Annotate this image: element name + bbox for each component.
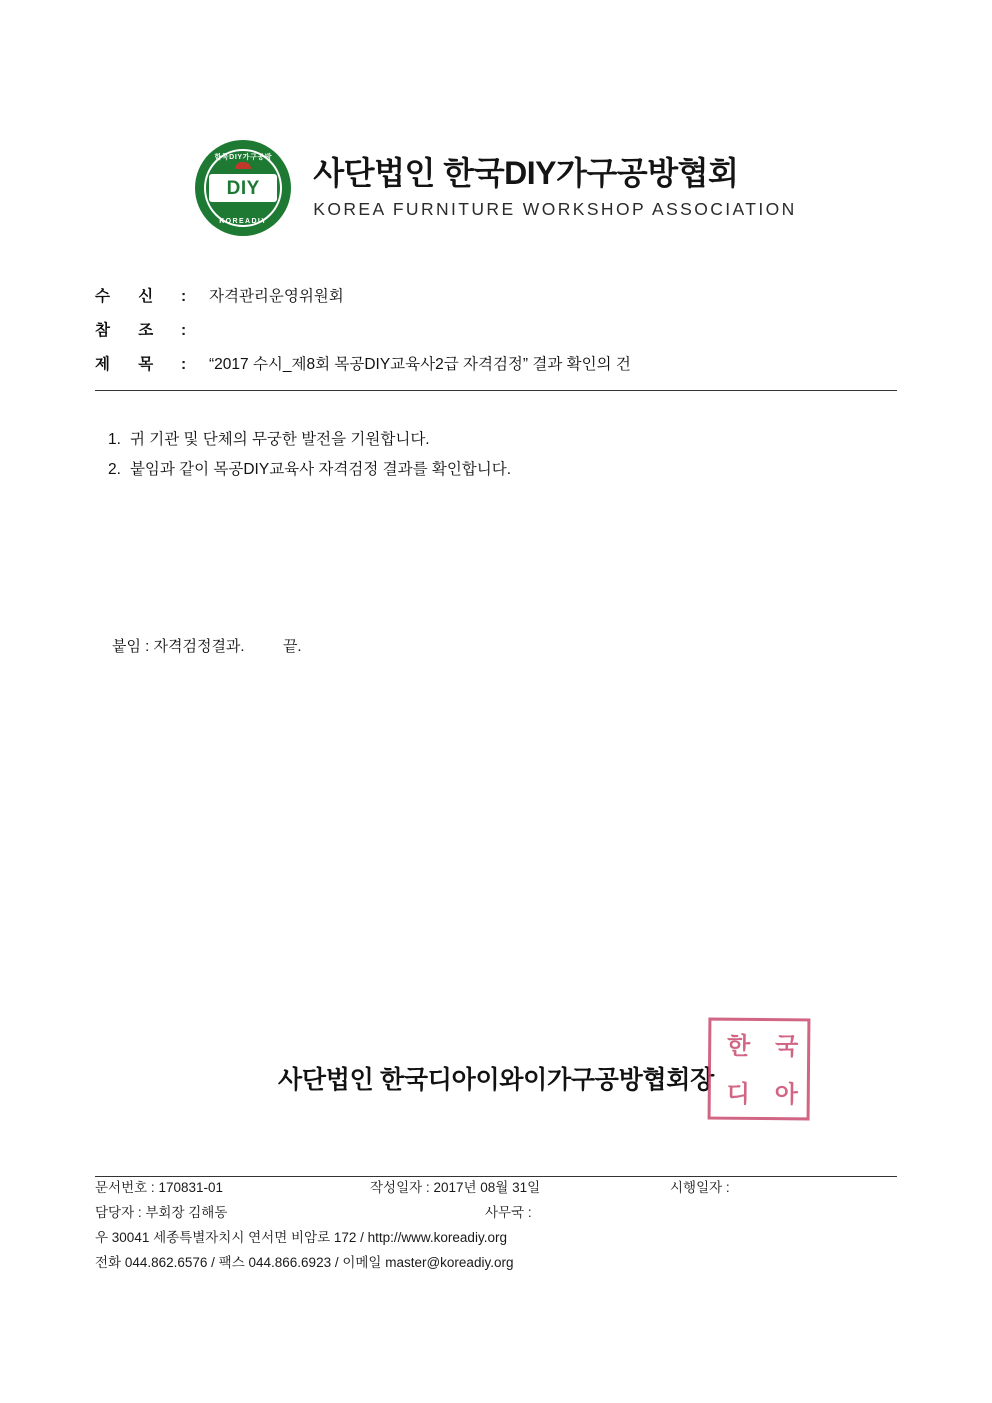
cc-label: 참 조 xyxy=(95,322,166,339)
footer-created-date xyxy=(370,1176,670,1201)
seal-char: 아 xyxy=(769,1081,797,1106)
attachment-label: 붙임 : 자격검정결과. xyxy=(112,638,245,656)
recipient-value: 자격관리운영위원회 xyxy=(209,288,344,305)
subject-label: 제 목 xyxy=(95,356,166,373)
organization-name-english: KOREA FURNITURE WORKSHOP ASSOCIATION xyxy=(313,199,797,220)
seal-char: 디 xyxy=(721,1080,749,1105)
signature-title: 사단법인 한국디아이와이가구공방협회장 xyxy=(278,1066,714,1094)
footer-row-document xyxy=(95,1176,915,1201)
logo-arc-bottom-text: KOREADIY xyxy=(219,218,268,225)
footer-manager xyxy=(95,1201,485,1226)
body-item-number: 2. xyxy=(108,461,121,479)
field-row-recipient xyxy=(95,284,895,306)
cc-colon: : xyxy=(181,322,187,339)
body-item-text: 붙임과 같이 목공DIY교육사 자격검정 결과를 확인합니다. xyxy=(129,461,512,479)
body-content xyxy=(108,425,992,485)
body-item-number: 1. xyxy=(108,431,121,448)
attachment-line xyxy=(112,635,992,656)
attachment-end-marker: 끝. xyxy=(282,638,302,656)
signature-area xyxy=(0,1032,992,1106)
footer-address: 우 30041 세종특별자치시 연서면 비암로 172 / http://www.koreadiy.org xyxy=(95,1229,507,1245)
footer-doc-no xyxy=(95,1176,370,1201)
footer-info xyxy=(95,1176,915,1276)
footer-office xyxy=(485,1201,532,1226)
field-row-subject xyxy=(95,352,895,374)
seal-char: 국 xyxy=(770,1033,798,1058)
footer-manager-label: 담당자 : xyxy=(95,1204,142,1220)
letterhead xyxy=(0,0,992,236)
footer-created-value: 2017년 08월 31일 xyxy=(433,1180,541,1195)
organization-names xyxy=(313,156,796,219)
signature-inner xyxy=(278,1032,798,1106)
body-item xyxy=(108,455,992,485)
field-row-cc xyxy=(95,318,895,340)
footer-row-manager xyxy=(95,1201,915,1226)
footer-manager-value: 부회장 김해동 xyxy=(145,1204,228,1220)
footer-issued-date xyxy=(670,1176,730,1201)
subject-value: “2017 수시_제8회 목공DIY교육사2급 자격검정” 결과 확인의 건 xyxy=(209,356,631,373)
official-seal-stamp xyxy=(708,1018,811,1121)
logo-diy-text: DIY xyxy=(226,177,260,199)
footer-doc-no-label: 문서번호 : xyxy=(95,1180,155,1195)
header-divider xyxy=(95,390,897,391)
footer-office-label: 사무국 : xyxy=(485,1204,532,1220)
header-fields xyxy=(95,284,895,374)
footer-created-label: 작성일자 : xyxy=(370,1180,430,1195)
body-item-text: 귀 기관 및 단체의 무궁한 발전을 기원합니다. xyxy=(129,431,430,448)
footer-issued-label: 시행일자 : xyxy=(670,1180,730,1195)
recipient-colon: : xyxy=(181,288,187,305)
logo-diy-plate xyxy=(209,174,277,202)
association-logo xyxy=(195,140,291,236)
subject-colon: : xyxy=(181,356,187,373)
footer-contact: 전화 044.862.6576 / 팩스 044.866.6923 / 이메일 master@koreadiy.org xyxy=(95,1254,514,1270)
footer-doc-no-value: 170831-01 xyxy=(158,1180,223,1195)
seal-char: 한 xyxy=(722,1032,750,1057)
organization-name-korean: 사단법인 한국DIY가구공방협회 xyxy=(313,155,739,192)
logo-red-accent xyxy=(235,162,251,169)
recipient-label: 수 신 xyxy=(95,288,166,305)
logo-arc-top-text: 한국DIY가구공방 xyxy=(214,154,273,161)
body-item xyxy=(108,425,992,455)
